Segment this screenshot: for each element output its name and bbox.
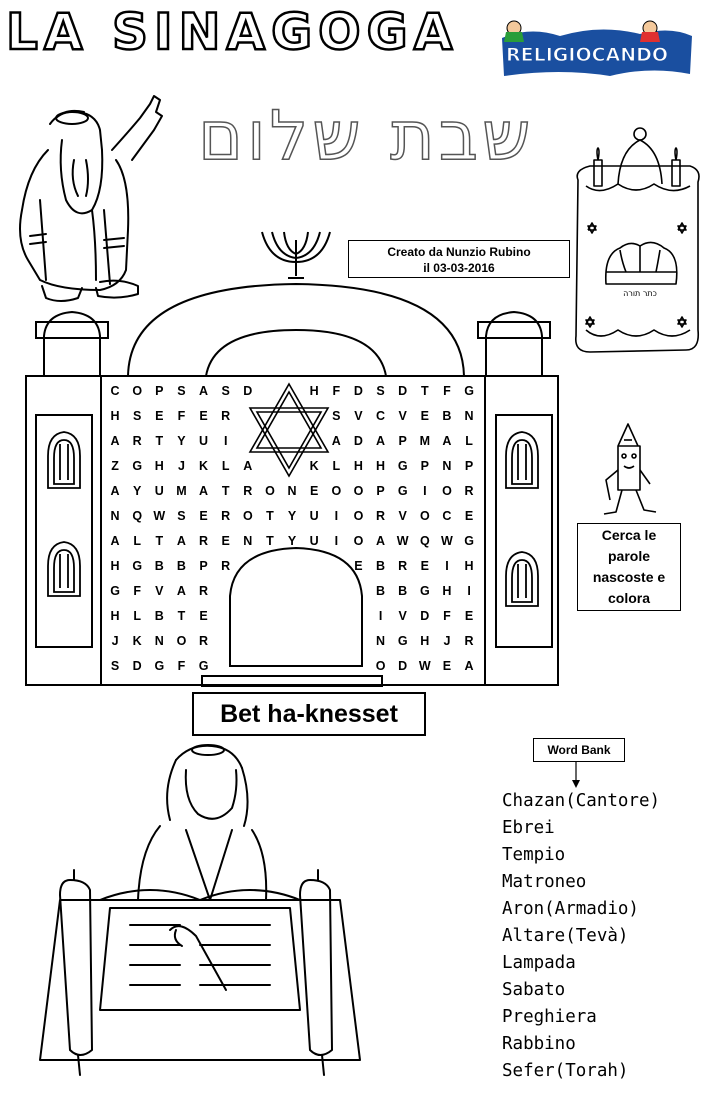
torah-scroll-label: כתר תורה: [623, 289, 657, 298]
word-bank-item: Aron(Armadio): [502, 899, 639, 919]
word-bank-label: Word Bank: [533, 738, 625, 762]
instruction-box: [577, 523, 681, 611]
grid-row-9: G F V A R B B G H I: [110, 584, 471, 598]
credit-box: [348, 240, 570, 278]
synagogue-caption: Bet ha-knesset: [192, 692, 426, 736]
grid-row-1: C O P S A S D H F D S D T F G: [110, 384, 474, 398]
word-bank-item: Preghiera: [502, 1007, 597, 1027]
word-bank-item: Altare(Tevà): [502, 926, 629, 946]
word-bank-item: Sefer(Torah): [502, 1061, 629, 1081]
grid-row-8: H G B B P R E B R E I H: [110, 559, 474, 573]
grid-row-10: H L B T E I V D F E: [110, 609, 474, 623]
grid-row-4: Z G H J K L A K L H H G P N P: [111, 459, 474, 473]
grid-row-2: H S E F E R S V C V E B N: [110, 409, 474, 423]
credit-date: il 03-03-2016: [423, 261, 495, 275]
word-bank-item: Tempio: [502, 845, 566, 865]
word-bank-list: [502, 788, 660, 1085]
word-bank-item: Ebrei: [502, 818, 555, 838]
credit-author: Creato da Nunzio Rubino: [387, 245, 531, 259]
word-bank-item: Rabbino: [502, 1034, 576, 1054]
shabbat-shalom-text: שבת שלום: [198, 97, 535, 176]
grid-row-12: S D G F G O D W E A: [110, 659, 474, 673]
grid-row-7: A L T A R E N T Y U I O A W Q W G: [110, 534, 474, 548]
word-bank-item: Matroneo: [502, 872, 587, 892]
instruction-line-3: nascoste e: [592, 569, 666, 585]
instruction-line-2: parole: [607, 548, 650, 564]
grid-row-5: A Y U M A T R O N E O O P G I O R: [110, 484, 474, 498]
grid-row-3: A R T Y U I A D A P M A L: [110, 434, 473, 448]
menorah-icon: [262, 232, 330, 278]
word-bank-item: Chazan(Cantore): [502, 791, 661, 811]
word-bank-item: Lampada: [502, 953, 576, 973]
page-title: LA SINAGOGA: [6, 3, 459, 61]
instruction-line-1: Cerca le: [601, 527, 657, 543]
grid-row-6: N Q W S E R O T Y U I O R V O C E: [110, 509, 474, 523]
logo-text: RELIGIOCANDO: [506, 44, 669, 66]
grid-row-11: J K N O R N G H J R: [111, 634, 474, 648]
word-bank-item: Sabato: [502, 980, 566, 1000]
instruction-line-4: colora: [607, 590, 650, 606]
religiocando-logo: [500, 18, 694, 80]
